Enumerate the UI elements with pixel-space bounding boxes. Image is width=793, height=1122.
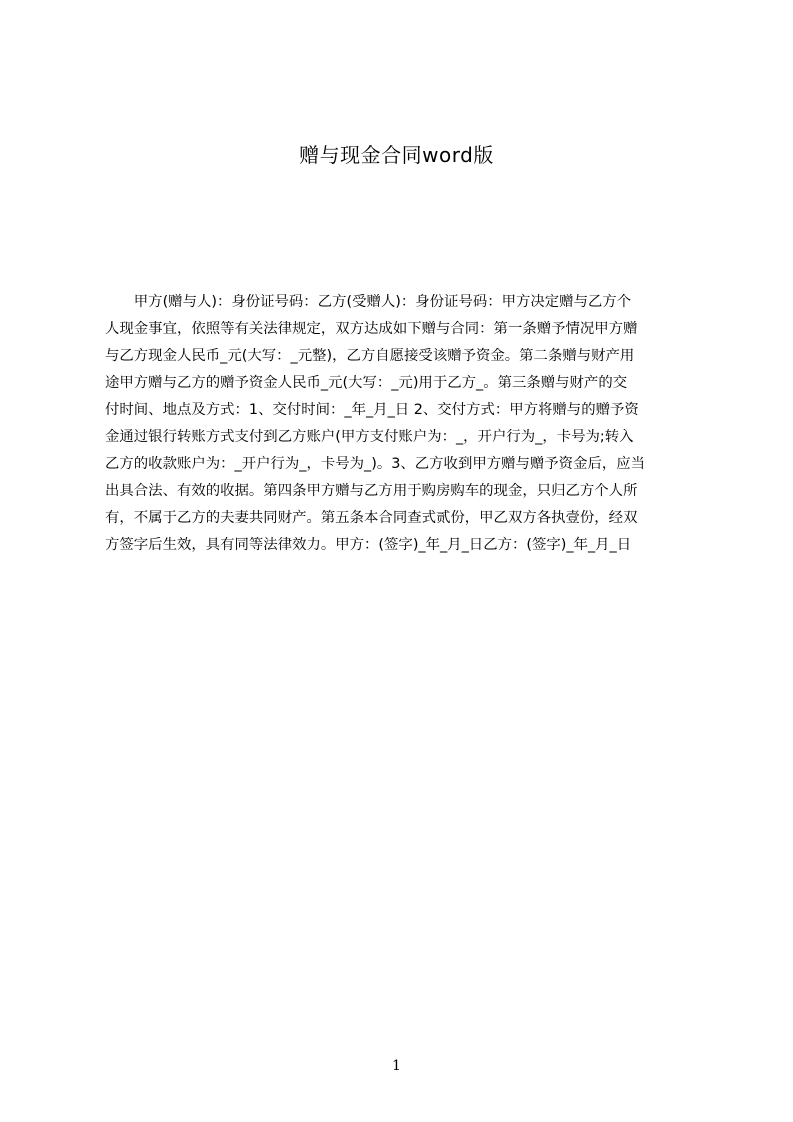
body-line: 付时间、地点及方式：1、交付时间：_年_月_日 2、交付方式：甲方将赠与的赠予资	[105, 402, 639, 418]
body-line: 出具合法、有效的收据。第四条甲方赠与乙方用于购房购车的现金，只归乙方个人所	[105, 483, 638, 499]
document-title: 赠与现金合同word版	[299, 143, 494, 167]
body-line: 乙方的收款账户为：_开户行为_，卡号为_)。3、乙方收到甲方赠与赠予资金后，应当	[105, 456, 646, 472]
body-line: 途甲方赠与乙方的赠予资金人民币_元(大写：_元)用于乙方_。第三条赠与财产的交	[105, 375, 628, 391]
body-line: 人现金事宜，依照等有关法律规定，双方达成如下赠与合同：第一条赠予情况甲方赠	[105, 321, 638, 337]
body-line: 方签字后生效，具有同等法律效力。甲方：(签字)_年_月_日乙方：(签字)_年_月_日	[105, 537, 632, 553]
body-line: 有，不属于乙方的夫妻共同财产。第五条本合同查式贰份，甲乙双方各执壹份，经双	[105, 510, 638, 526]
body-line: 甲方(赠与人)：身份证号码：乙方(受赠人)：身份证号码：甲方决定赠与乙方个	[105, 294, 632, 310]
page-number: 1	[392, 1058, 401, 1074]
body-line: 金通过银行转账方式支付到乙方账户(甲方支付账户为：_，开户行为_，卡号为;转入	[105, 429, 634, 445]
body-line: 与乙方现金人民币_元(大写：_元整)，乙方自愿接受该赠予资金。第二条赠与财产用	[105, 348, 635, 364]
